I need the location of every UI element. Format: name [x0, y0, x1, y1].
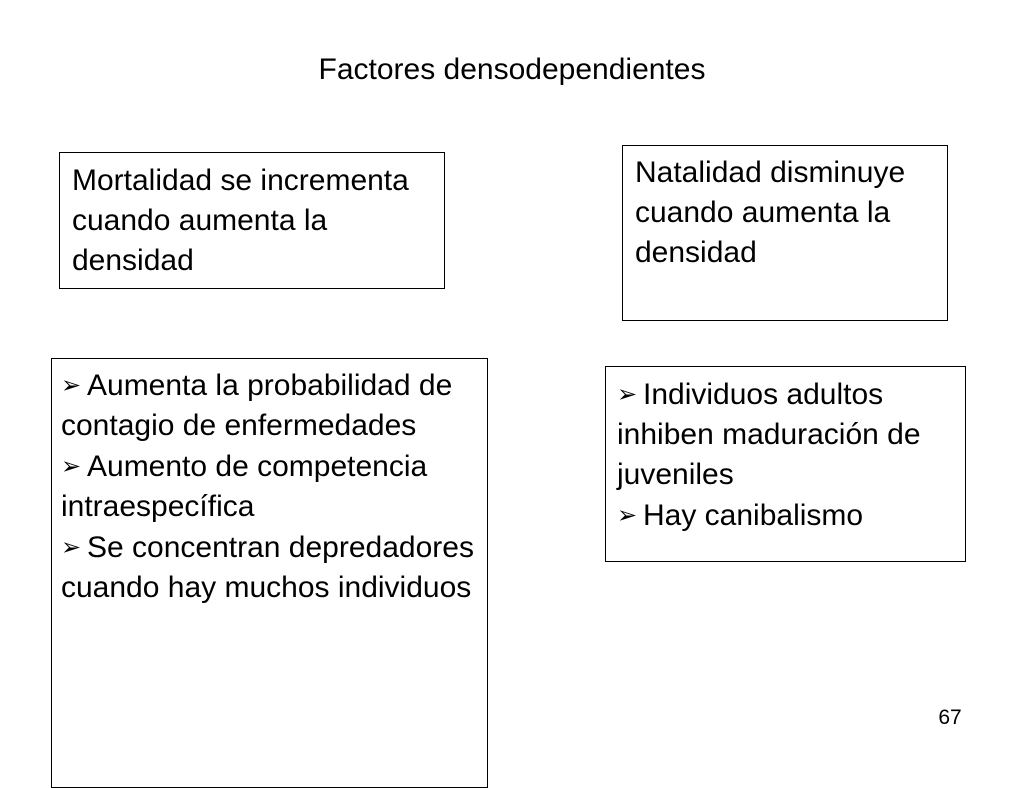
arrow-bullet-icon: ➢	[61, 371, 82, 399]
arrow-bullet-icon: ➢	[617, 380, 638, 408]
list-item	[61, 527, 479, 608]
list-item	[61, 446, 479, 527]
list-item	[61, 365, 479, 446]
list-item-text: Se concentran depredadores cuando hay muchos individuos	[61, 531, 474, 604]
mortalidad-text: Mortalidad se incrementa cuando aumenta la densidad	[72, 164, 409, 277]
natalidad-box	[622, 145, 948, 321]
natalidad-text: Natalidad disminuye cuando aumenta la densidad	[635, 156, 906, 269]
arrow-bullet-icon: ➢	[61, 533, 82, 561]
page-number: 67	[938, 706, 962, 729]
list-item-text: Aumento de competencia intraespecífica	[61, 450, 428, 523]
natalidad-effects-box	[605, 366, 966, 562]
mortalidad-box	[59, 152, 445, 289]
list-item-text: Aumenta la probabilidad de contagio de enfermedades	[61, 369, 453, 442]
list-item	[617, 374, 957, 495]
mortalidad-effects-box	[51, 358, 488, 788]
list-item	[617, 495, 957, 536]
slide-title: Factores densodependientes	[318, 53, 706, 86]
list-item-text: Individuos adultos inhiben maduración de juveniles	[617, 378, 921, 491]
arrow-bullet-icon: ➢	[617, 501, 638, 529]
arrow-bullet-icon: ➢	[61, 452, 82, 480]
list-item-text: Hay canibalismo	[643, 499, 864, 532]
